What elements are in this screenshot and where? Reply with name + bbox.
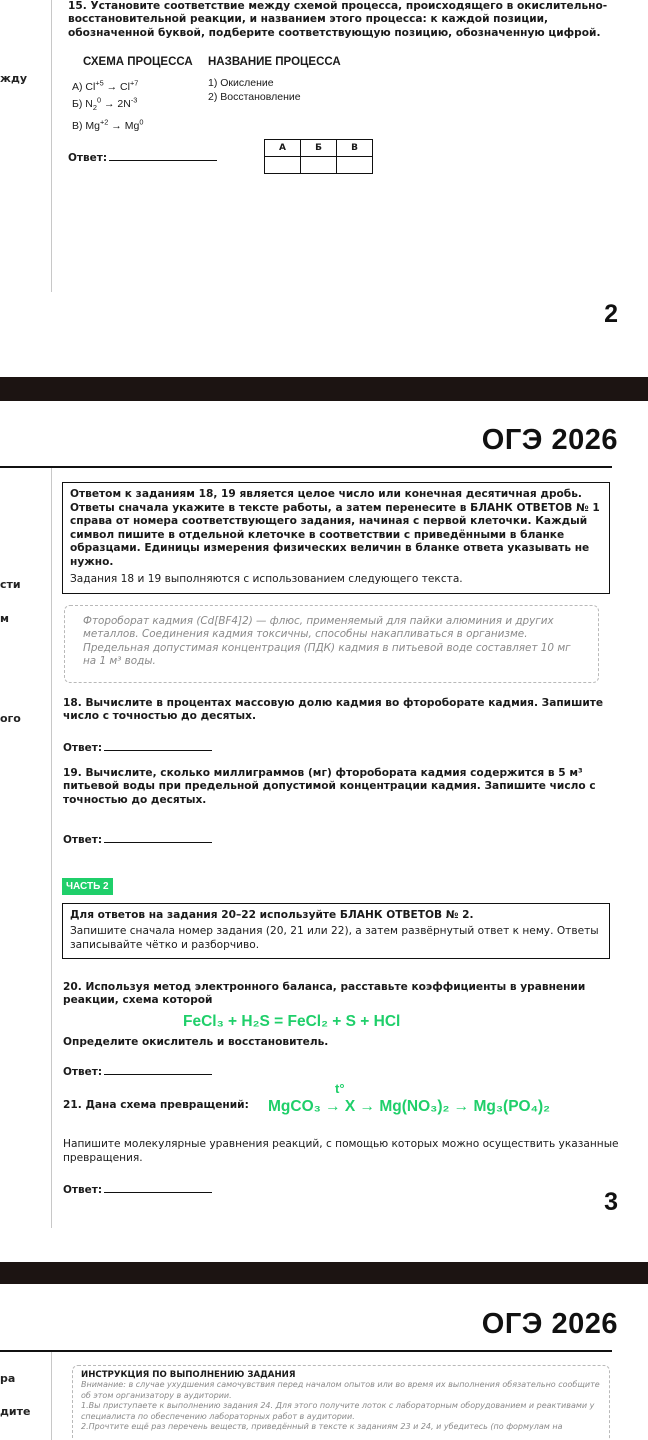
scheme-superscript: +2 [100,117,109,127]
left-margin-fragment: дите [0,1405,31,1418]
task-18-text: 18. Вычислите в процентах массовую долю кадмия во фторoборате кадмия. Запишите число с точностью до десятых. [63,697,604,723]
page-number: 3 [604,1188,618,1216]
answer-line-15[interactable] [68,151,217,164]
answer-label: Ответ: [63,1184,103,1196]
scheme-superscript: 0 [96,95,102,105]
scheme-list [72,76,143,133]
header-rule [0,466,612,468]
answer-line-18[interactable] [63,741,212,754]
process-name-1: 1) Окисление [208,77,274,89]
instruction-box [62,482,610,594]
answer-blank[interactable] [109,151,217,161]
answer-cell-a[interactable] [265,157,301,174]
page-header: ОГЭ 2026 [481,1308,618,1340]
task-21-label: 21. Дана схема превращений: [63,1099,249,1111]
scheme-text: → Cl [103,80,130,93]
scheme-text: → Mg [108,119,140,132]
answer-line-20[interactable] [63,1065,212,1078]
margin-line [51,0,52,292]
left-margin-fragment: жду [0,72,28,85]
task-15-text: 15. Установите соответствие между схемой процесса, происходящего в окислительно-восстановительной реакции, и названием этого процесса: к каждой позиции, обозначенной буквой, подберите соответствующую позицию, обозначенную цифрой. [68,0,608,39]
instruction-title: ИНСТРУКЦИЯ ПО ВЫПОЛНЕНИЮ ЗАДАНИЯ [81,1370,296,1380]
instruction-box-page-4 [72,1365,610,1440]
instruction-normal-text: Задания 18 и 19 выполняются с использованием следующего текста. [70,572,463,585]
answer-blank[interactable] [104,1065,212,1075]
page-number: 2 [604,300,618,328]
task-19-text: 19. Вычислите, сколько миллиграммов (мг) фторобората кадмия содержится в 5 м³ питьевой воды при предельной допустимой концентрации кадмия. Запишите число с точностью до десятых. [63,767,596,806]
scheme-subscript: 2 [92,103,97,113]
instruction-line: Внимание: в случае ухудшения самочувствия перед началом опытов или во время их выполнения обязательно сообщите об этом организатору в аудитории. [81,1380,600,1400]
left-margin-fragment: м [0,612,9,625]
process-name-column-header: НАЗВАНИЕ ПРОЦЕССА [208,56,341,68]
part-2-badge: ЧАСТЬ 2 [62,878,113,895]
answer-label: Ответ: [63,1066,103,1078]
answer-table-header-b: Б [301,140,337,157]
task-20-text: 20. Используя метод электронного баланса, расставьте коэффициенты в уравнении реакции, схема которой [63,981,586,1007]
scheme-superscript: 0 [139,117,144,127]
scheme-superscript: -3 [130,95,138,105]
margin-line [51,468,52,1228]
scheme-column-header: СХЕМА ПРОЦЕССА [83,56,193,68]
scheme-superscript: +5 [95,78,104,87]
info-text-box [64,605,599,683]
margin-line [51,1352,52,1440]
part-2-instruction-box [62,903,610,959]
left-margin-fragment: ра [0,1372,16,1385]
answer-table-header-a: А [265,140,301,157]
process-name-2: 2) Восстановление [208,91,301,103]
page-separator [0,377,648,401]
scheme-b [72,94,143,116]
task-21-condition: t° [335,1081,345,1096]
answer-cell-b[interactable] [301,157,337,174]
answer-label: Ответ: [68,152,108,164]
answer-cell-c[interactable] [337,157,373,174]
left-margin-fragment: ого [0,712,21,725]
part-2-normal-text: Запишите сначала номер задания (20, 21 или 22), а затем развёрнутый ответ к нему. Ответы записывайте чётко и разборчиво. [70,925,599,951]
answer-blank[interactable] [104,741,212,751]
left-margin-fragment: сти [0,578,21,591]
answer-line-21[interactable] [63,1183,212,1196]
task-21-text: Напишите молекулярные уравнения реакций, с помощью которых можно осуществить указанные превращения. [63,1138,619,1164]
header-rule [0,1350,612,1352]
page-header: ОГЭ 2026 [481,424,618,456]
answer-label: Ответ: [63,742,103,754]
scheme-c [72,115,143,133]
part-2-bold-text: Для ответов на задания 20–22 используйте БЛАНК ОТВЕТОВ № 2. [70,909,474,921]
task-21-chain: MgCO₃ → X → Mg(NO₃)₂ → Mg₃(PO₄)₂ [268,1098,551,1115]
answer-table-header-c: В [337,140,373,157]
scheme-a [72,76,143,94]
instruction-line: 2.Прочтите ещё раз перечень веществ, приведённый в тексте к заданиям 23 и 24, и убедитесь (по формулам на [81,1422,563,1432]
answer-label: Ответ: [63,834,103,846]
info-text: Фтороборат кадмия (Cd[BF4]2) — флюс, применяемый для пайки алюминия и других металлов. Соединения кадмия токсичны, способны накапливаться в организме. Предельная допустимая концентрация (ПДК) кадмия в питьевой воде составляет 10 мг на 1 м³ воды. [83,615,571,668]
task-20-subtext: Определите окислитель и восстановитель. [63,1036,329,1048]
scheme-superscript: +7 [129,78,139,87]
answer-blank[interactable] [104,1183,212,1193]
scheme-text: Б) N [72,98,93,110]
answer-line-19[interactable] [63,833,212,846]
scheme-text: → 2N [101,98,131,110]
process-name-list [208,76,301,104]
answer-blank[interactable] [104,833,212,843]
scheme-text: А) Cl [72,80,96,93]
answer-table [264,139,373,174]
instruction-bold-text: Ответом к заданиям 18, 19 является целое число или конечная десятичная дробь. Ответы сначала укажите в тексте работы, а затем перенесите в БЛАНК ОТВЕТОВ № 1 справа от номера соответствующего задания, начиная с первой клеточки. Каждый символ пишите в отдельной клеточке в соответствии с приведёнными в бланке образцами. Единицы измерения физических величин в бланке ответа указывать не нужно. [70,488,600,568]
instruction-line: 1.Вы приступаете к выполнению задания 24. Для этого получите лоток с лабораторным оборудованием и реактивами у специалиста по обеспечению лабораторных работ в аудитории. [81,1401,595,1421]
page-separator [0,1262,648,1284]
scheme-text: В) Mg [72,119,101,132]
task-20-equation: FeCl₃ + H₂S = FeCl₂ + S + HCl [183,1013,401,1030]
